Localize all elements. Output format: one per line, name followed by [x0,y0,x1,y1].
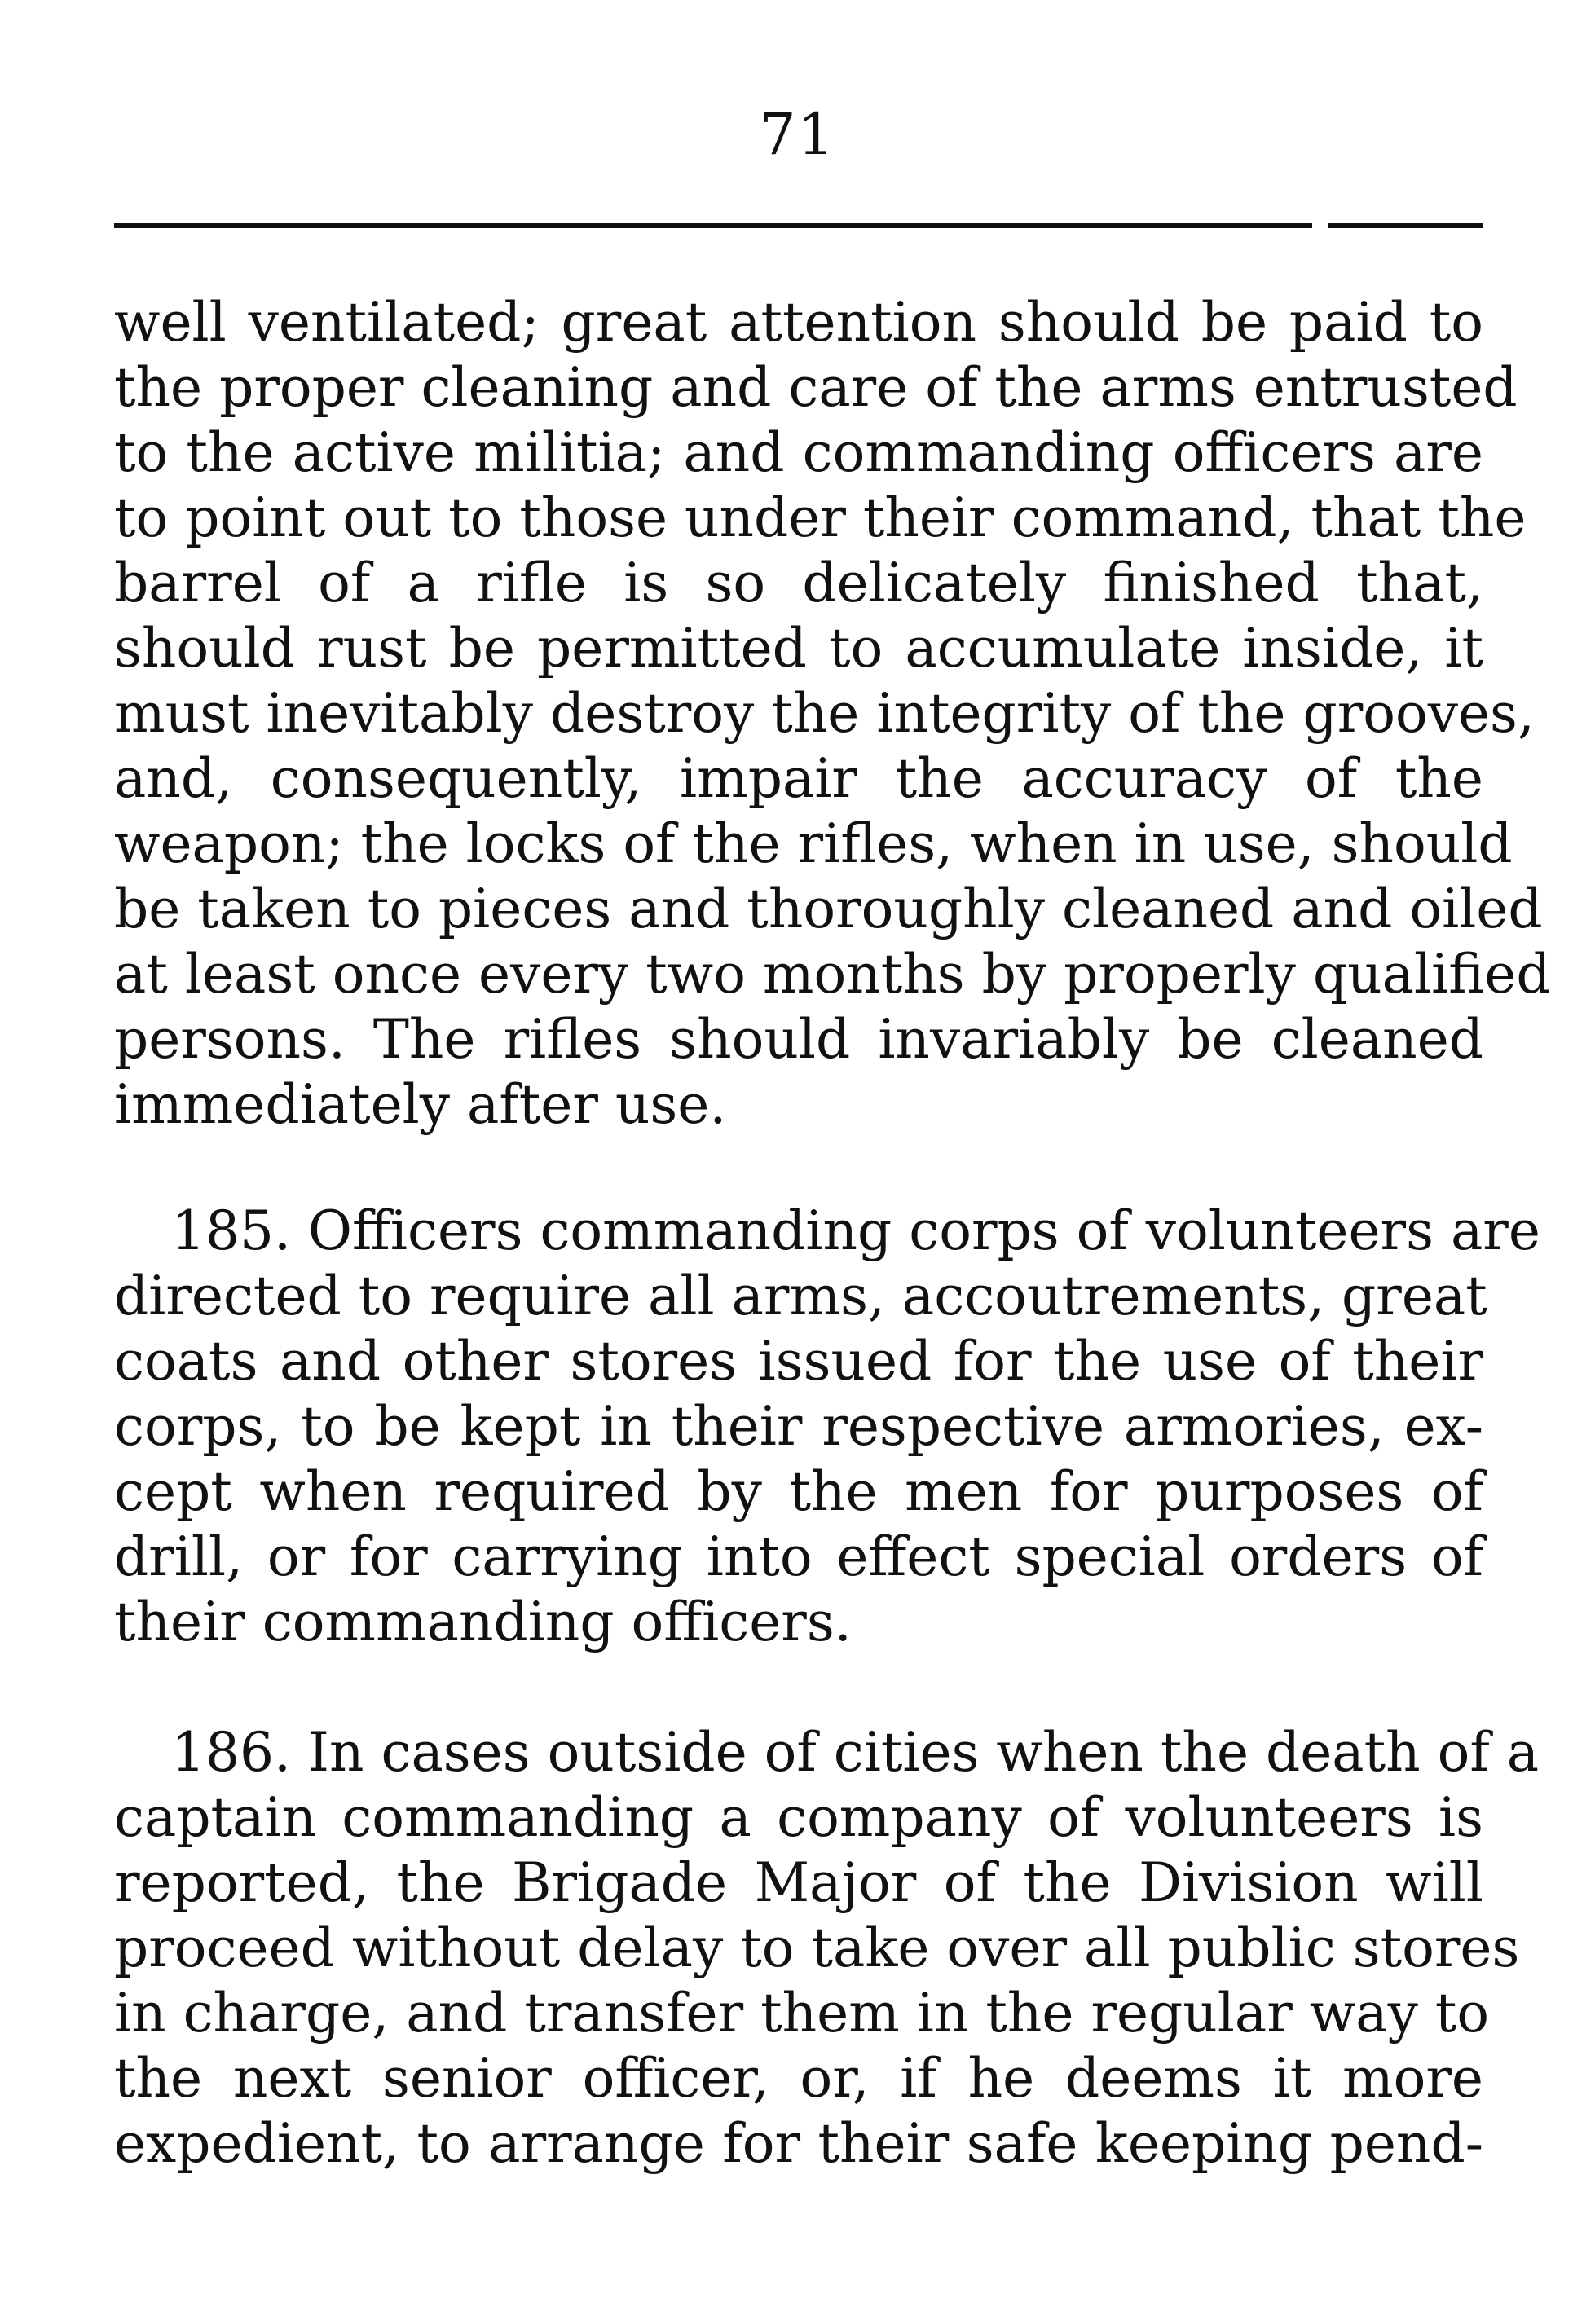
text-line: reported, the Brigade Major of the Division will [114,1851,1483,1914]
text-line: and, consequently, impair the accuracy of the [114,747,1483,810]
text-line: the proper cleaning and care of the arms entrusted [114,356,1518,419]
text-line: barrel of a rifle is so delicately finished that, [114,552,1483,614]
text-line: must inevitably destroy the integrity of the grooves, [114,682,1535,745]
text-line: should rust be permitted to accumulate inside, it [114,617,1483,680]
text-line: proceed without delay to take over all public stores [114,1917,1520,1979]
text-line: in charge, and transfer them in the regular way to [114,1982,1490,2045]
text-line: drill, or for carrying into effect special orders of [114,1525,1483,1588]
text-line: cept when required by the men for purposes of [114,1460,1483,1523]
text-line: weapon; the locks of the rifles, when in use, should [114,812,1513,875]
header-rule [114,223,1312,228]
text-line: 186. In cases outside of cities when the death of a [171,1721,1540,1784]
text-line: immediately after use. [114,1073,727,1136]
text-line: directed to require all arms, accoutrements, great [114,1265,1487,1327]
text-line: well ventilated; great attention should be paid to [114,291,1483,354]
text-line: their commanding officers. [114,1591,852,1653]
text-line: be taken to pieces and thoroughly cleaned and oiled [114,878,1543,940]
text-line: the next senior officer, or, if he deems it more [114,2047,1483,2110]
text-line: 185. Officers commanding corps of volunteers are [171,1199,1540,1262]
text-line: corps, to be kept in their respective armories, ex- [114,1395,1483,1458]
text-line: to point out to those under their command, that the [114,486,1527,549]
text-line: to the active militia; and commanding officers are [114,421,1483,484]
text-line: captain commanding a company of volunteers is [114,1786,1483,1849]
text-line: at least once every two months by properly qualified [114,943,1551,1006]
header-rule-segment [1328,223,1483,228]
text-line: expedient, to arrange for their safe keeping pend- [114,2112,1483,2175]
text-line: coats and other stores issued for the use of their [114,1330,1483,1393]
page-number: 71 [759,101,836,168]
text-line: persons. The rifles should invariably be cleaned [114,1008,1483,1071]
